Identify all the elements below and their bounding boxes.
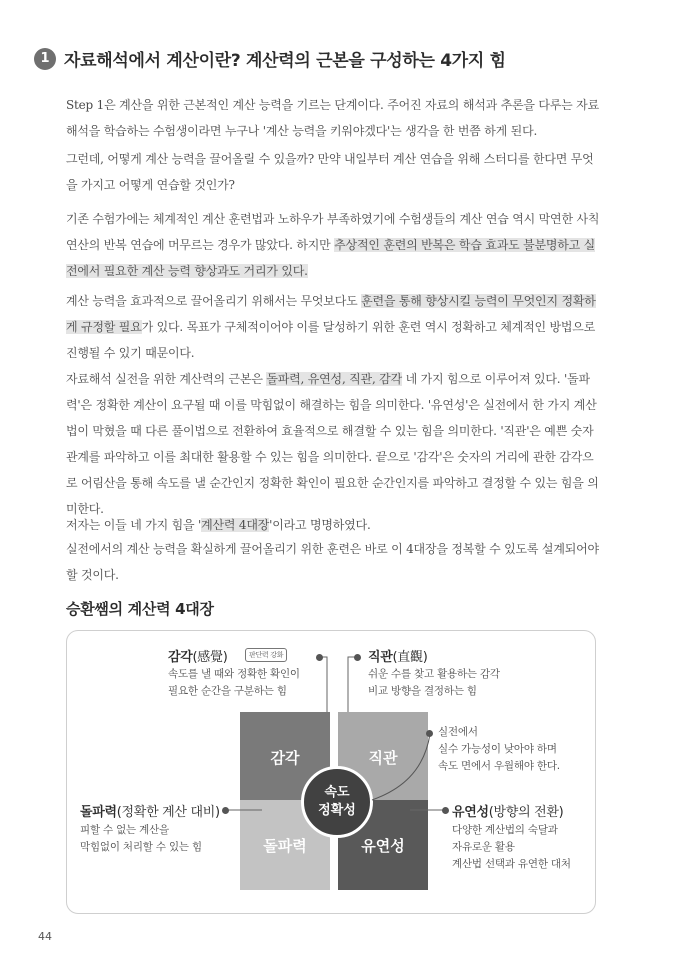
quadrant-yuyeon-label: 유연성 — [361, 836, 405, 855]
section-number-badge: 1 — [34, 48, 56, 70]
annotation-practice-line2: 실수 가능성이 낮아야 하며 — [438, 743, 557, 755]
annotation-practice-line1: 실전에서 — [438, 726, 478, 738]
annotation-jikgwan-desc-line1: 쉬운 수를 찾고 활용하는 감각 — [368, 668, 500, 680]
annotation-jikgwan-desc — [368, 666, 500, 700]
annotation-gamgak-desc-line1: 속도를 낼 때와 정확한 확인이 — [168, 668, 300, 680]
annotation-dolpa-desc-line2: 막힘없이 처리할 수 있는 힘 — [80, 841, 202, 853]
annotation-gamgak-desc-line2: 필요한 순간을 구분하는 힘 — [168, 685, 287, 697]
annotation-practice — [438, 724, 560, 775]
annotation-yuyeon-title — [452, 801, 563, 820]
judgment-stamp: 판단력 강화 — [245, 648, 287, 662]
annotation-yuyeon-desc-line3: 계산법 선택과 유연한 대처 — [452, 858, 571, 870]
annotation-yuyeon-desc-line2: 자유로운 활용 — [452, 841, 515, 853]
annotation-jikgwan-title — [368, 646, 427, 665]
center-label-speed: 속도 — [324, 785, 350, 800]
paragraph-2: 그런데, 어떻게 계산 능력을 끌어올릴 수 있을까? 만약 내일부터 계산 연습을 위해 스터디를 한다면 무엇을 가지고 어떻게 연습할 것인가? — [66, 152, 594, 192]
connector-gamgak — [320, 657, 327, 712]
annotation-dolpa-desc — [80, 822, 202, 856]
figure-title: 승환쌤의 계산력 4대장 — [66, 600, 214, 618]
annotation-gamgak-name: 감각 — [168, 650, 193, 665]
paragraph-4-highlight: 훈련을 통해 향상시킬 능력이 무엇인지 정확하게 규정할 필요 — [66, 294, 596, 334]
annotation-practice-line3: 속도 면에서 우월해야 한다. — [438, 760, 560, 772]
annotation-dolpa-name: 돌파력 — [80, 805, 117, 820]
annotation-dolpa-desc-line1: 피할 수 없는 계산을 — [80, 824, 169, 836]
quadrant-jikgwan-label: 직관 — [368, 748, 398, 767]
paragraph-6-text-end: '이라고 명명하였다. — [269, 518, 371, 532]
section-title: 자료해석에서 계산이란? 계산력의 근본을 구성하는 4가지 힘 — [64, 51, 506, 71]
annotation-dolpa-title — [80, 801, 220, 820]
connector-jikgwan — [348, 657, 358, 712]
paragraph-3-text: 기존 수험가에는 체계적인 계산 훈련법과 노하우가 부족하였기에 수험생들의 계산 연습 역시 막연한 사칙연산의 반복 연습에 머무르는 경우가 많았다. 하지만 — [66, 212, 600, 252]
paragraph-6-highlight: 계산력 4대장 — [201, 518, 270, 532]
center-label-accuracy: 정확성 — [318, 803, 356, 818]
paragraph-4-text-end: 가 있다. 목표가 구체적이어야 이를 달성하기 위한 훈련 역시 정확하고 체계적인 방법으로 진행될 수 있기 때문이다. — [66, 320, 596, 360]
paragraph-5-text-start: 자료해석 실전을 위한 계산력의 근본은 — [66, 372, 267, 386]
annotation-jikgwan-desc-line2: 비교 방향을 결정하는 힘 — [368, 685, 477, 697]
annotation-dolpa-sub: (정확한 계산 대비) — [116, 805, 220, 820]
paragraph-6-text-start: 저자는 이들 네 가지 힘을 ' — [66, 518, 202, 532]
marker-dot-jikgwan — [354, 654, 361, 661]
page-number: 44 — [38, 930, 52, 943]
marker-dot-yuyeon — [442, 807, 449, 814]
marker-dot-gamgak — [316, 654, 323, 661]
paragraph-1: Step 1은 계산을 위한 근본적인 계산 능력을 기르는 단계이다. 주어진 자료의 해석과 추론을 다루는 자료해석을 학습하는 수험생이라면 누구나 '계산 능력을 키워야겠다'는 생각을 한 번쯤 하게 된다. — [66, 98, 599, 138]
marker-dot-dolpa — [222, 807, 229, 814]
quadrant-gamgak-label: 감각 — [270, 748, 300, 767]
annotation-yuyeon-desc — [452, 822, 571, 873]
paragraph-5-highlight: 돌파력, 유연성, 직관, 감각 — [266, 372, 402, 386]
paragraph-4-text-start: 계산 능력을 효과적으로 끌어올리기 위해서는 무엇보다도 — [66, 294, 362, 308]
connector-practice — [372, 734, 430, 800]
paragraph-5-text-end: 네 가지 힘으로 이루어져 있다. '돌파력'은 정확한 계산이 요구될 때 이를 막힘없이 해결하는 힘을 의미한다. '유연성'은 실전에서 한 가지 계산법이 막혔을 때 다른 풀이법으로 전환하여 효율적으로 해결할 수 있는 힘을 의미한다. '직관'은 예쁜 숫자 관계를 파악하고 이를 최대한 활용할 수 있는 힘을 의미한다. 끝으로 '감각'은 숫자의 거리에 관한 감각으로 어림산을 통해 속도를 낼 순간인지 정확한 확인이 필요한 순간인지를 파악하고 결정할 수 있는 힘을 의미한다. — [66, 372, 599, 516]
marker-dot-practice — [426, 730, 433, 737]
annotation-yuyeon-sub: (방향의 전환) — [488, 805, 564, 820]
paragraph-3-highlight: 추상적인 훈련의 반복은 학습 효과도 불분명하고 실전에서 필요한 계산 능력 향상과도 거리가 있다. — [66, 238, 596, 278]
annotation-gamgak-hanja: (感覺) — [192, 650, 228, 665]
annotation-jikgwan-name: 직관 — [368, 650, 393, 665]
annotation-yuyeon-name: 유연성 — [452, 805, 489, 820]
paragraph-7: 실전에서의 계산 능력을 확실하게 끌어올리기 위한 훈련은 바로 이 4대장을 정복할 수 있도록 설계되어야 할 것이다. — [66, 542, 599, 582]
annotation-gamgak-title — [168, 646, 227, 665]
quadrant-dolpa-label: 돌파력 — [263, 836, 307, 855]
annotation-gamgak-desc — [168, 666, 300, 700]
annotation-yuyeon-desc-line1: 다양한 계산법의 숙달과 — [452, 824, 558, 836]
annotation-jikgwan-hanja: (直觀) — [392, 650, 428, 665]
